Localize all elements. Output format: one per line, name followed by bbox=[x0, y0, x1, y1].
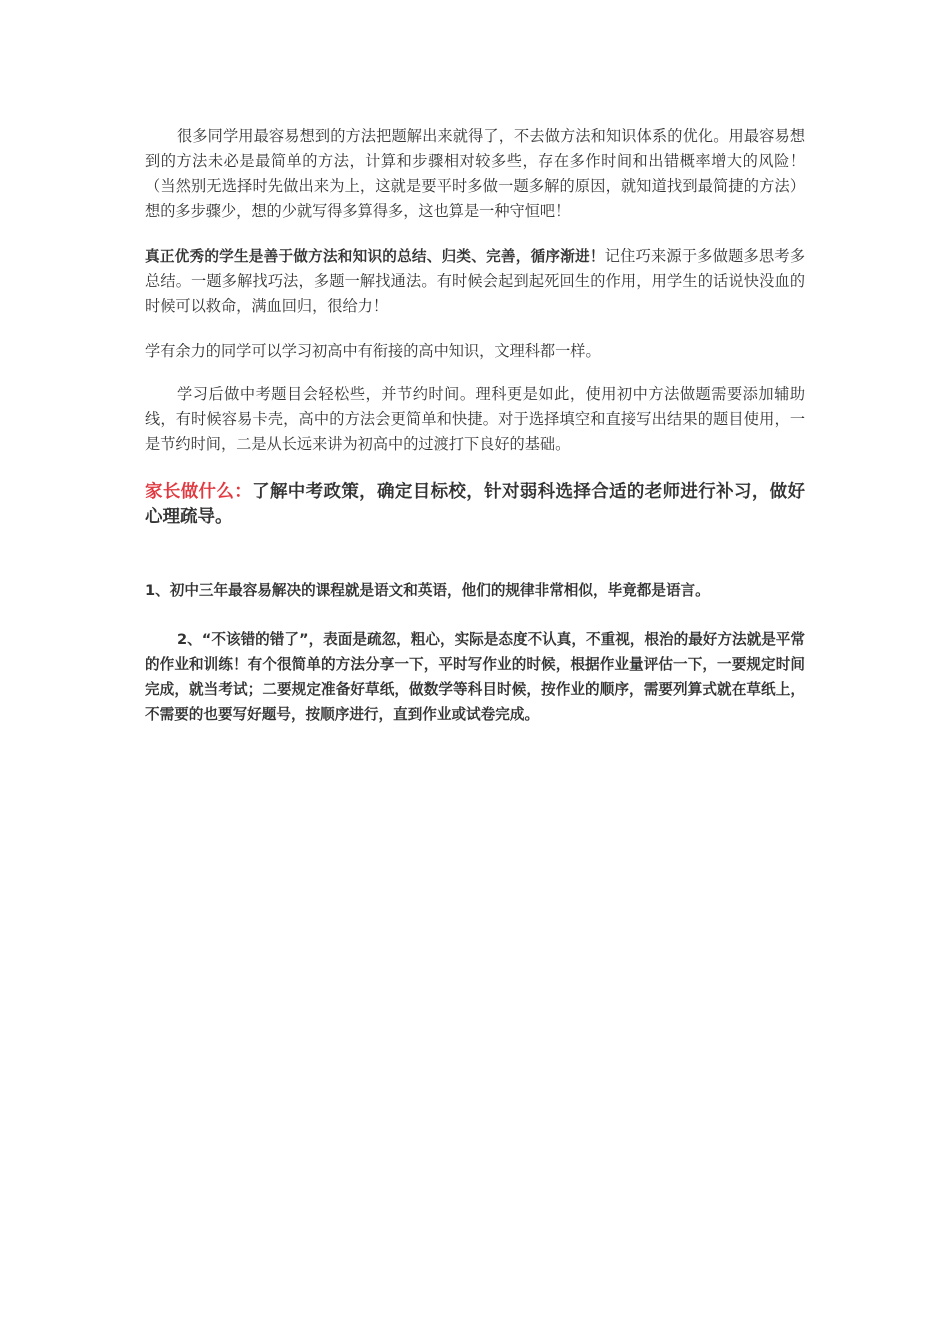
paragraph-excellent-students-rest: 记住巧来源于多做题多思考多总结。一题多解找巧法，多题一解找通法。有时候会起到起死回生的作用，用学生的话说快没血的时候可以救命，满血回归，很给力！ bbox=[145, 247, 806, 315]
section-heading-parents bbox=[145, 480, 805, 530]
paragraph-advanced-learning: 学有余力的同学可以学习初高中有衔接的高中知识，文理科都一样。 bbox=[145, 342, 601, 360]
paragraph-excellent-students bbox=[145, 244, 805, 319]
paragraph-excellent-students-lead: 真正优秀的学生是善于做方法和知识的总结、归类、完善，循序渐进！ bbox=[145, 248, 605, 265]
paragraph-high-school-methods: 学习后做中考题目会轻松些，并节约时间。理科更是如此，使用初中方法做题需要添加辅助线，有时候容易卡壳，高中的方法会更简单和快捷。对于选择填空和直接写出结果的题目使用，一是节约时间，二是从长远来讲为初高中的过渡打下良好的基础。 bbox=[145, 385, 805, 453]
section-heading-label: 家长做什么： bbox=[145, 482, 253, 502]
section-heading-text: 了解中考政策，确定目标校，针对弱科选择合适的老师进行补习，做好心理疏导。 bbox=[145, 482, 806, 527]
document-body bbox=[145, 124, 805, 727]
list-item-2: 2、“不该错的错了”，表面是疏忽，粗心，实际是态度不认真，不重视，根治的最好方法就是平常的作业和训练！有个很简单的方法分享一下，平时写作业的时候，根据作业量评估一下，一要规定时间完成，就当考试；二要规定准备好草纸，做数学等科目时候，按作业的顺序，需要列算式就在草纸上，不需要的也要写好题号，按顺序进行，直到作业或试卷完成。 bbox=[145, 631, 805, 723]
paragraph-method-optimization: 很多同学用最容易想到的方法把题解出来就得了，不去做方法和知识体系的优化。用最容易想到的方法未必是最简单的方法，计算和步骤相对较多些，存在多作时间和出错概率增大的风险！（当然别无选择时先做出来为上，这就是要平时多做一题多解的原因，就知道找到最简捷的方法）想的多步骤少，想的少就写得多算得多，这也算是一种守恒吧！ bbox=[145, 127, 805, 220]
list-item-1: 1、初中三年最容易解决的课程就是语文和英语，他们的规律非常相似，毕竟都是语言。 bbox=[145, 582, 710, 599]
